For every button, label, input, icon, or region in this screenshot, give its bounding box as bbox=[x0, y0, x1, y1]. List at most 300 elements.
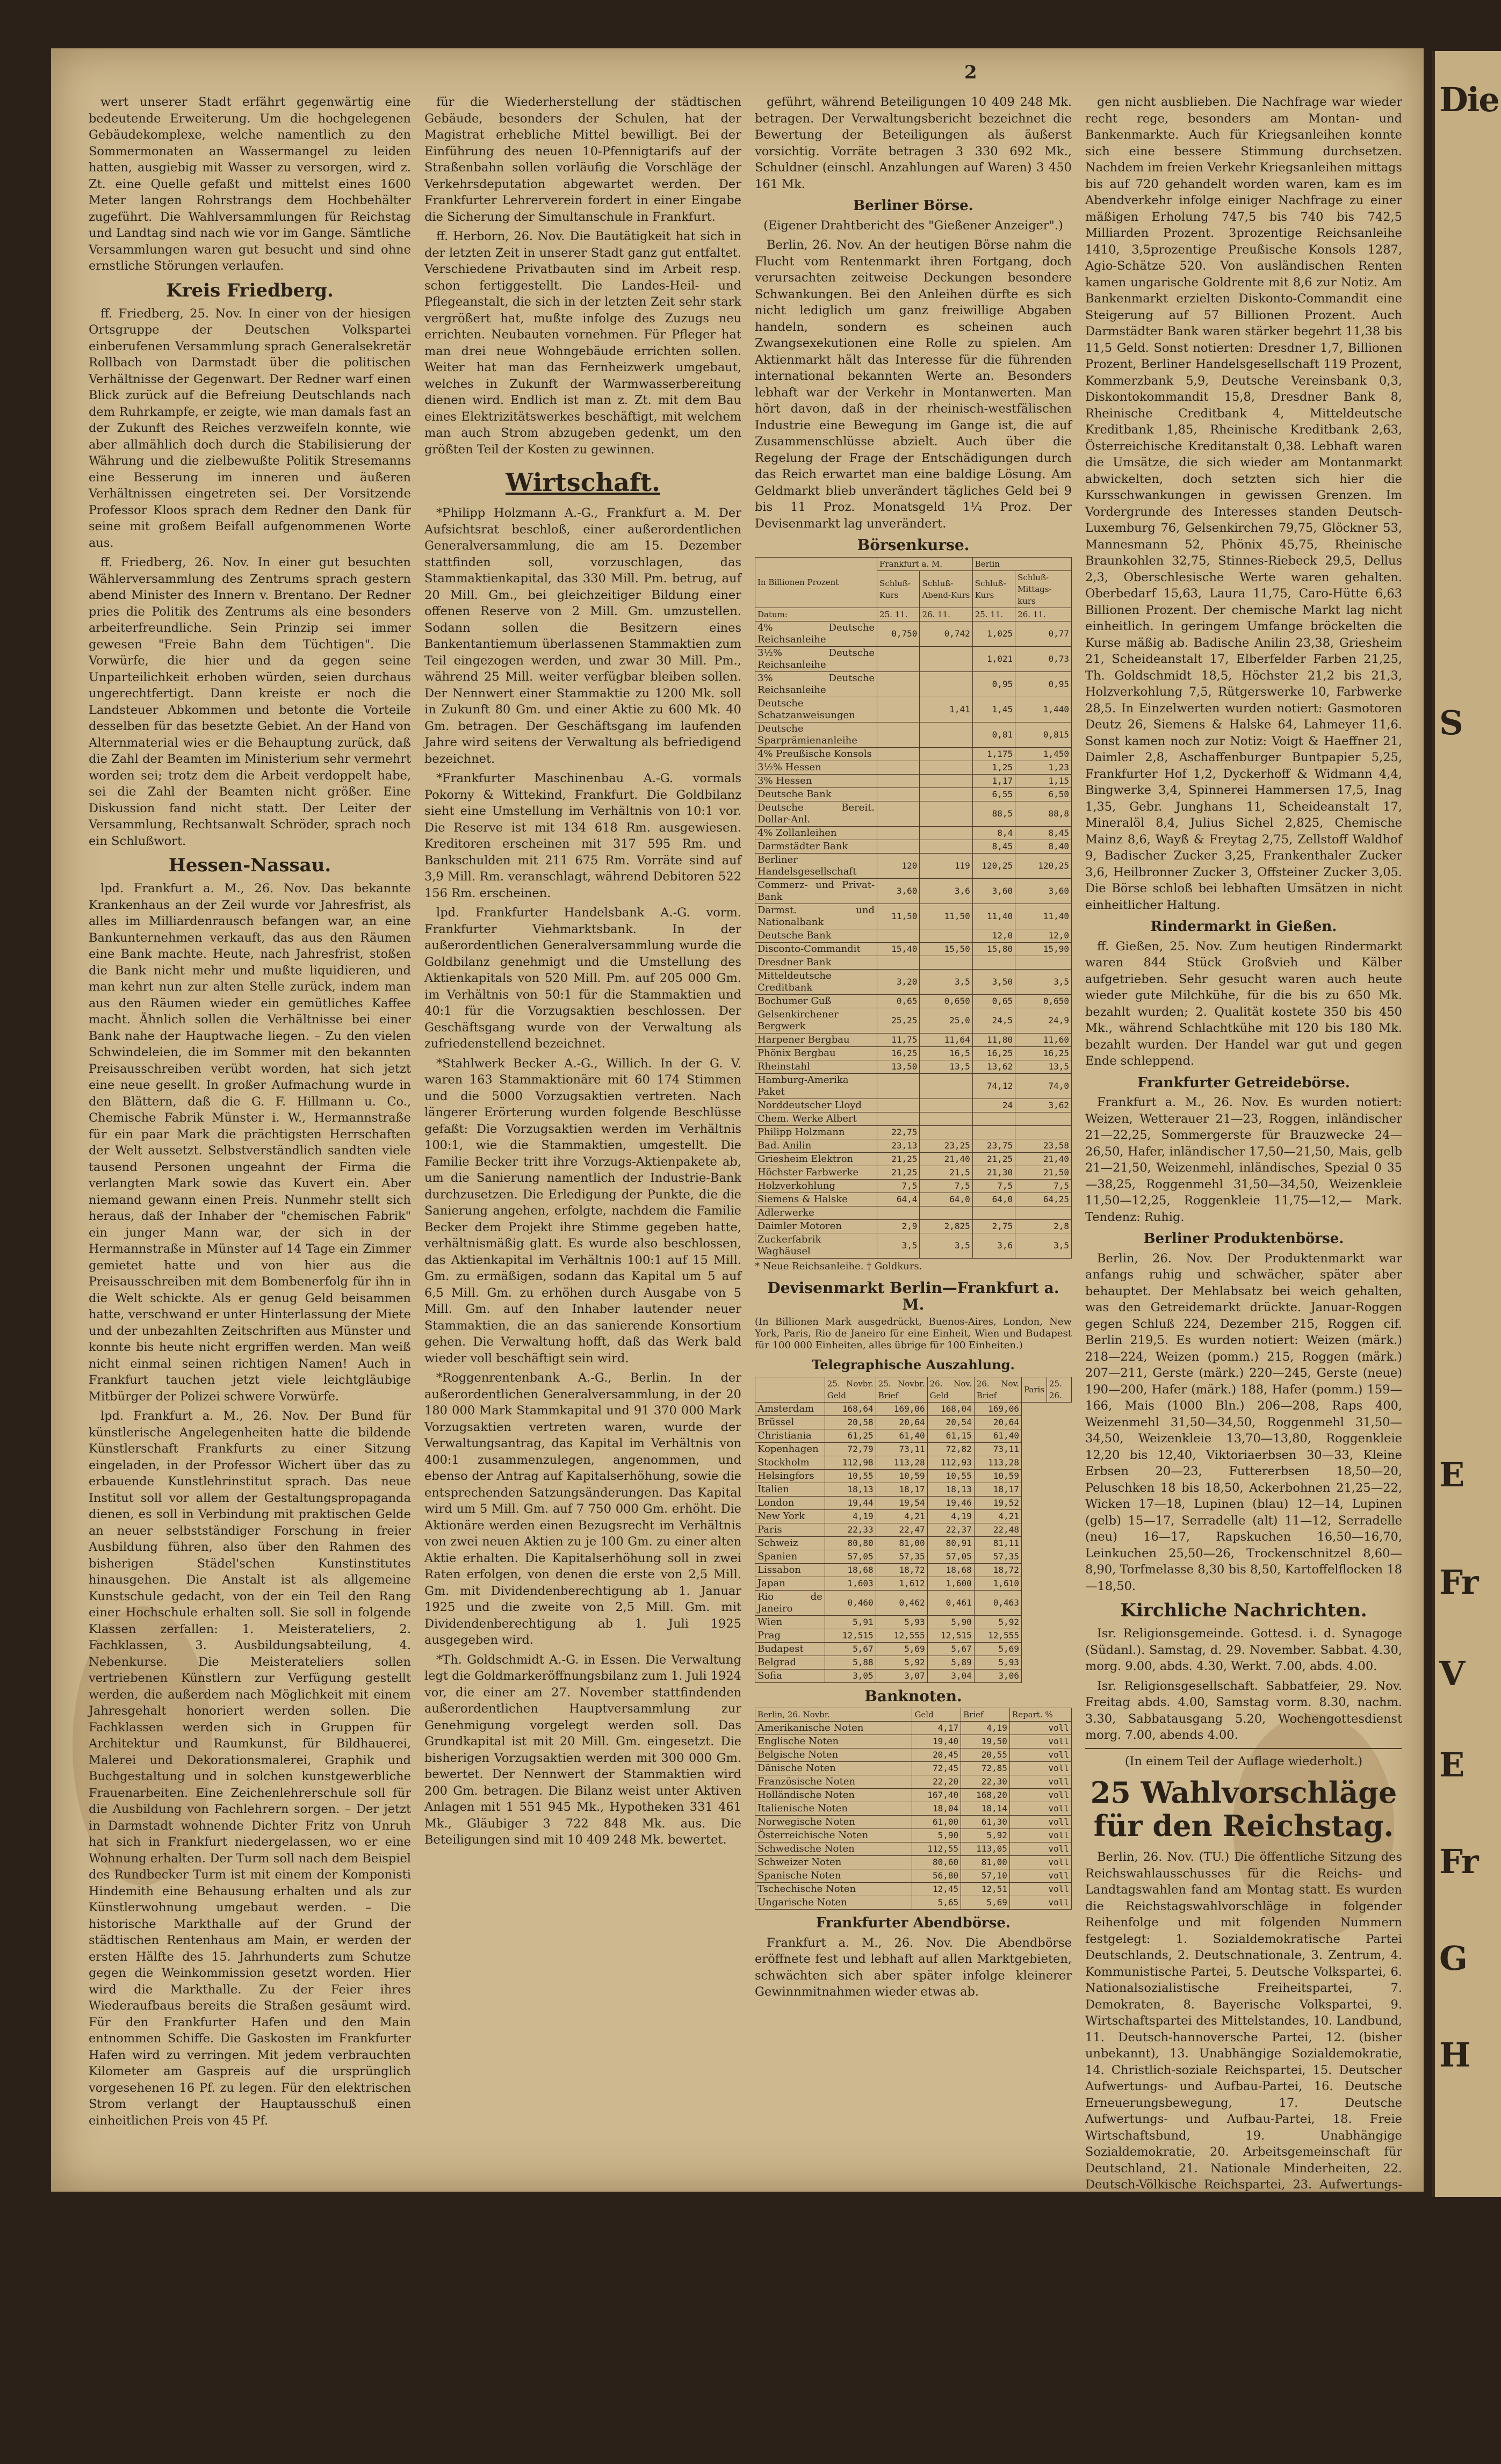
row-label: Bad. Anilin bbox=[755, 1139, 877, 1152]
table-cell: 13,5 bbox=[920, 1060, 972, 1073]
table-cell: 4,17 bbox=[912, 1722, 961, 1735]
table-cell: voll bbox=[1009, 1748, 1071, 1762]
note: (In einem Teil der Auflage wiederholt.) bbox=[1124, 1754, 1363, 1768]
advertisement-title: Große Freude herrscht im Hause bbox=[1085, 2250, 1402, 2320]
exchange-row bbox=[755, 1415, 1072, 1429]
exchange-row bbox=[755, 1577, 1072, 1590]
table-cell bbox=[877, 646, 920, 671]
table-cell: 22,37 bbox=[927, 1523, 974, 1536]
table-cell: 13,5 bbox=[1015, 1060, 1072, 1073]
exchange-row bbox=[755, 1429, 1072, 1442]
table-cell: 22,75 bbox=[877, 1125, 920, 1139]
adjacent-fragment: E bbox=[1439, 1745, 1464, 1784]
table-cell: 57,05 bbox=[825, 1550, 876, 1563]
article-paragraph: *Philipp Holzmann A.-G., Frankfurt a. M. Der Aufsichtsrat beschloß, einer außerordentlichen Generalversammlung, die am 15. Dezember stattfinden soll, vorzuschlagen, das Stammaktienkapital, das 330 Mill. Pm. betrug, auf 20 Mill. Gm., bei gleichzeitiger Bildung einer offenen Reserve von 2 Mill. Gm. umzustellen. Sodann sollen die Besitzern eines Bankentantiemum überlassenen Stammaktien zum Teil eingezogen werden, und zwar 30 Mill. Pm., während 25 Mill. weiter verfügbar bleiben sollen. Der Nennwert einer Stammaktie zu 1200 Mk. soll in Zukunft 80 Gm. und einer Aktie zu 600 Mk. 40 Gm. betragen. Der Geschäftsgang im laufenden Jahre wird seitens der Verwaltung als befriedigend bezeichnet. bbox=[424, 506, 741, 766]
table-cell: voll bbox=[1009, 1775, 1071, 1789]
stock-row bbox=[755, 774, 1072, 787]
row-label: Budapest bbox=[755, 1642, 825, 1656]
table-cell: 21,25 bbox=[972, 1152, 1015, 1166]
column-4 bbox=[1085, 94, 1402, 2462]
table-note: (In Billionen Mark ausgedrückt, Buenos-Aires, London, New York, Paris, Rio de Janeiro für eine Einheit, Wien und Budapest für 100 000 Einheiten, alles übrige für 100 Einheiten.) bbox=[755, 1316, 1072, 1351]
table-cell: 3,5 bbox=[920, 969, 972, 994]
column-header: 26. 11. bbox=[920, 608, 972, 621]
table-cell: 8,4 bbox=[972, 826, 1015, 840]
table-cell: 168,20 bbox=[961, 1789, 1010, 1802]
row-label: Deutsche Sparprämienanleihe bbox=[755, 722, 877, 747]
table-cell bbox=[920, 747, 972, 761]
table-cell: 8,45 bbox=[972, 840, 1015, 853]
article-paragraph: ff. Herborn, 26. Nov. Die Bautätigkeit hat sich in der letzten Zeit in unserer Stadt ganz gut entfaltet. Verschiedene Privatbauten sind im Arbeit resp. schon fertiggestellt. Die Landes-Heil- und Pflegeanstalt, die sich in der letzten Zeit sehr stark vergrößert hat, mußte infolge des Zuzugs neu errichten. Neubauten vornehmen. Für Pfleger hat man drei neue Wohngebäude errichten sollen. Weiter hat man das Fernheizwerk umgebaut, welches in Zukunft der Warmwasserbereitung dienen wird. Endlich ist man z. Zt. mit dem Bau eines Elektrizitätswerkes beschäftigt, mit welchem man auch Strom abzugeben gedenkt, um den größten Teil der Kosten zu gewinnen. bbox=[424, 229, 741, 457]
row-label: 3½% Deutsche Reichsanleihe bbox=[755, 646, 877, 671]
table-cell: 74,12 bbox=[972, 1073, 1015, 1099]
row-label: Stockholm bbox=[755, 1456, 825, 1469]
banknote-row bbox=[755, 1762, 1072, 1775]
table-cell: 18,68 bbox=[927, 1563, 974, 1577]
table-cell: 0,462 bbox=[876, 1590, 927, 1615]
banknote-row bbox=[755, 1856, 1072, 1869]
table-cell: 19,40 bbox=[912, 1735, 961, 1748]
table-cell: 21,50 bbox=[1015, 1166, 1072, 1179]
row-label: Disconto-Commandit bbox=[755, 942, 877, 956]
table-cell: 1,23 bbox=[1015, 761, 1072, 774]
table-title: Telegraphische Auszahlung. bbox=[812, 1357, 1015, 1372]
stock-row bbox=[755, 697, 1072, 722]
row-label: 4% Deutsche Reichsanleihe bbox=[755, 621, 877, 646]
row-label: Belgrad bbox=[755, 1656, 825, 1669]
section-heading: Berliner Produktenbörse. bbox=[1143, 1231, 1344, 1247]
table-cell: 5,90 bbox=[912, 1829, 961, 1842]
table-cell: 61,00 bbox=[912, 1816, 961, 1829]
table-cell: 1,450 bbox=[1015, 747, 1072, 761]
row-label: Christiania bbox=[755, 1429, 825, 1442]
row-label: Deutsche Bereit. Dollar-Anl. bbox=[755, 801, 877, 826]
table-cell: 7,5 bbox=[1015, 1179, 1072, 1193]
table-cell: 20,45 bbox=[912, 1748, 961, 1762]
column-header: 25. 11. bbox=[972, 608, 1015, 621]
table-cell bbox=[972, 1125, 1015, 1139]
row-label: Schweiz bbox=[755, 1536, 825, 1550]
column-header: Paris bbox=[1021, 1377, 1047, 1402]
table-cell: 15,40 bbox=[877, 942, 920, 956]
table-cell: 11,80 bbox=[972, 1033, 1015, 1046]
table-cell: 2,9 bbox=[877, 1219, 920, 1233]
exchange-row bbox=[755, 1523, 1072, 1536]
table-title: Börsenkurse. bbox=[857, 536, 970, 554]
adjacent-page-edge bbox=[1432, 51, 1501, 2197]
stock-row bbox=[755, 1139, 1072, 1152]
table-cell: 22,48 bbox=[974, 1523, 1021, 1536]
table-cell: 61,40 bbox=[974, 1429, 1021, 1442]
table-cell bbox=[920, 956, 972, 969]
table-cell: 57,10 bbox=[961, 1869, 1010, 1883]
column-header: Schluß-Abend-Kurs bbox=[920, 570, 972, 608]
table-cell bbox=[877, 747, 920, 761]
stock-row bbox=[755, 1152, 1072, 1166]
row-label: Schweizer Noten bbox=[755, 1856, 912, 1869]
stock-row bbox=[755, 671, 1072, 697]
row-label: Sofia bbox=[755, 1669, 825, 1682]
table-cell: 15,50 bbox=[920, 942, 972, 956]
stock-row bbox=[755, 1112, 1072, 1125]
row-label: Gelsenkirchener Bergwerk bbox=[755, 1008, 877, 1033]
table-cell: 4,21 bbox=[974, 1509, 1021, 1523]
table-cell: 73,11 bbox=[974, 1442, 1021, 1456]
table-cell: 113,05 bbox=[961, 1842, 1010, 1856]
banknote-row bbox=[755, 1896, 1072, 1910]
table-cell bbox=[877, 1206, 920, 1219]
table-cell: 113,28 bbox=[876, 1456, 927, 1469]
row-label: Daimler Motoren bbox=[755, 1219, 877, 1233]
banknotes-table bbox=[755, 1708, 1072, 1910]
row-label: Norddeutscher Lloyd bbox=[755, 1099, 877, 1112]
banknote-row bbox=[755, 1802, 1072, 1816]
table-cell bbox=[972, 1206, 1015, 1219]
row-label: Kopenhagen bbox=[755, 1442, 825, 1456]
table-cell: 0,81 bbox=[972, 722, 1015, 747]
table-cell: 3,5 bbox=[1015, 969, 1072, 994]
table-cell: 3,60 bbox=[1015, 878, 1072, 904]
section-heading: Kreis Friedberg. bbox=[166, 279, 334, 301]
table-cell bbox=[877, 697, 920, 722]
exchange-row bbox=[755, 1442, 1072, 1456]
row-label: 3% Hessen bbox=[755, 774, 877, 787]
table-cell: 5,89 bbox=[927, 1656, 974, 1669]
table-cell: 5,92 bbox=[961, 1829, 1010, 1842]
page-number: 2 bbox=[964, 62, 977, 83]
table-cell: 72,79 bbox=[825, 1442, 876, 1456]
table-cell: 0,815 bbox=[1015, 722, 1072, 747]
stock-row bbox=[755, 1099, 1072, 1112]
table-cell: 10,59 bbox=[974, 1469, 1021, 1483]
table-cell: 12,515 bbox=[927, 1629, 974, 1642]
table-cell: 11,40 bbox=[972, 904, 1015, 929]
divider bbox=[1085, 1748, 1402, 1749]
table-cell: 7,5 bbox=[877, 1179, 920, 1193]
table-cell: 20,64 bbox=[876, 1415, 927, 1429]
table-cell: 1,603 bbox=[825, 1577, 876, 1590]
exchange-rates-table bbox=[755, 1377, 1072, 1683]
row-label: Adlerwerke bbox=[755, 1206, 877, 1219]
table-cell: voll bbox=[1009, 1869, 1071, 1883]
table-cell: 5,92 bbox=[876, 1656, 927, 1669]
adjacent-fragment: Die bbox=[1439, 80, 1499, 119]
column-header: Berlin bbox=[972, 557, 1071, 570]
row-label: Griesheim Elektron bbox=[755, 1152, 877, 1166]
table-cell: 61,30 bbox=[961, 1816, 1010, 1829]
table-cell: 0,95 bbox=[972, 671, 1015, 697]
table-cell bbox=[920, 1099, 972, 1112]
table-cell: 3,60 bbox=[972, 878, 1015, 904]
exchange-row bbox=[755, 1656, 1072, 1669]
column-3 bbox=[755, 94, 1072, 2100]
row-label: Belgische Noten bbox=[755, 1748, 912, 1762]
row-label: Französische Noten bbox=[755, 1775, 912, 1789]
stock-row bbox=[755, 904, 1072, 929]
table-cell bbox=[920, 1206, 972, 1219]
headline: 25 Wahlvorschläge für den Reichstag. bbox=[1090, 1775, 1397, 1843]
row-label: Paris bbox=[755, 1523, 825, 1536]
banknote-row bbox=[755, 1748, 1072, 1762]
table-cell: 0,463 bbox=[974, 1590, 1021, 1615]
adjacent-fragment: S bbox=[1439, 703, 1462, 742]
column-header bbox=[755, 1377, 825, 1402]
table-cell bbox=[920, 1125, 972, 1139]
row-label: Holzverkohlung bbox=[755, 1179, 877, 1193]
table-cell: 23,58 bbox=[1015, 1139, 1072, 1152]
section-heading: Hessen-Nassau. bbox=[168, 855, 331, 876]
table-cell: 57,35 bbox=[974, 1550, 1021, 1563]
table-cell: 18,68 bbox=[825, 1563, 876, 1577]
table-cell: 0,95 bbox=[1015, 671, 1072, 697]
adjacent-fragment: G bbox=[1439, 1939, 1467, 1978]
column-1 bbox=[89, 94, 411, 2128]
article-paragraph: Berlin, 26. Nov. An der heutigen Börse nahm die Flucht vom Rentenmarkt ihren Fortgang, doch verursachten zeitweise Deckungen besondere Schwankungen. Bei den Anleihen dürfte es sich nicht lediglich um ganz freiwillige Abgaben handeln, sondern es scheinen auch Zwangsexekutionen eine Rolle zu spielen. Am Aktienmarkt hält das Interesse für die führenden international bekannten Werte an. Besonders lebhaft war der Verkehr in Montanwerten. Man hört davon, daß in der rheinisch-westfälischen Industrie eine Bewegung im Gange ist, die auf Zusammenschlüsse abzielt. Auch über die Regelung der Frage der Entschädigungen durch das Reich erwartet man eine baldige Lösung. Am Geldmarkt blieb unverändert tägliches Geld bei 9 bis 11 Proz. Monatsgeld 1¼ Proz. Der Devisenmarkt lag unverändert. bbox=[755, 238, 1072, 531]
table-cell: voll bbox=[1009, 1789, 1071, 1802]
row-label: Englische Noten bbox=[755, 1735, 912, 1748]
table-cell: 167,40 bbox=[912, 1789, 961, 1802]
table-cell: 23,75 bbox=[972, 1139, 1015, 1152]
exchange-row bbox=[755, 1469, 1072, 1483]
table-cell: 81,00 bbox=[961, 1856, 1010, 1869]
row-label: Zuckerfabrik Waghäusel bbox=[755, 1233, 877, 1258]
stock-row bbox=[755, 1233, 1072, 1258]
adjacent-fragment: V bbox=[1439, 1654, 1464, 1693]
table-cell bbox=[877, 671, 920, 697]
table-cell: 81,00 bbox=[876, 1536, 927, 1550]
table-cell: 20,55 bbox=[961, 1748, 1010, 1762]
section-heading: Berliner Börse. bbox=[853, 198, 973, 214]
section-heading: Frankfurter Abendbörse. bbox=[816, 1915, 1011, 1931]
row-label: Tschechische Noten bbox=[755, 1883, 912, 1896]
table-cell: 64,25 bbox=[1015, 1193, 1072, 1206]
table-cell: 12,0 bbox=[972, 929, 1015, 942]
stock-row bbox=[755, 853, 1072, 878]
exchange-row bbox=[755, 1590, 1072, 1615]
exchange-row bbox=[755, 1483, 1072, 1496]
table-cell: 7,5 bbox=[972, 1179, 1015, 1193]
banknote-row bbox=[755, 1842, 1072, 1856]
table-cell: 13,62 bbox=[972, 1060, 1015, 1073]
stock-row bbox=[755, 1008, 1072, 1033]
table-title: Devisenmarkt Berlin—Frankfurt a. M. bbox=[767, 1279, 1059, 1313]
table-cell: 18,17 bbox=[876, 1483, 927, 1496]
table-cell: 15,90 bbox=[1015, 942, 1072, 956]
table-cell bbox=[920, 774, 972, 787]
exchange-row bbox=[755, 1550, 1072, 1563]
table-cell: 12,515 bbox=[825, 1629, 876, 1642]
table-cell bbox=[877, 1112, 920, 1125]
article-paragraph: ff. Friedberg, 25. Nov. In einer von der hiesigen Ortsgruppe der Deutschen Volkspartei einberufenen Versammlung sprach Generalsekretär Rollbach von Darmstadt über die politischen Verhältnisse der Gegenwart. Der Redner warf einen Blick zurück auf die Befreiung Deutschlands nach dem Ruhrkampfe, er zeigte, wie man damals fast an der Zukunft des Reiches verzweifeln konnte, wie aber allmählich doch durch die Stabilisierung der Währung und die zielbewußte Politik Stresemanns eine Besserung im inneren und äußeren Verhältnissen eingetreten sei. Der Vorsitzende Professor Kloos sprach dem Redner den Dank für seine mit großem Beifall aufgenommenen Worte aus. bbox=[89, 306, 411, 550]
table-cell bbox=[1015, 1112, 1072, 1125]
exchange-row bbox=[755, 1456, 1072, 1469]
table-cell: voll bbox=[1009, 1856, 1071, 1869]
table-cell bbox=[920, 840, 972, 853]
article-paragraph: Isr. Religionsgesellschaft. Sabbatfeier, 29. Nov. Freitag abds. 4.00, Samstag vorm. 8.30, nachm. 3.30, Sabbatausgang 5.20, Wochengottesdienst morg. 7.00, abends 4.00. bbox=[1085, 1679, 1402, 1742]
table-title: Banknoten. bbox=[864, 1687, 962, 1705]
table-cell: 20,54 bbox=[927, 1415, 974, 1429]
row-label: Prag bbox=[755, 1629, 825, 1642]
table-cell: 19,52 bbox=[974, 1496, 1021, 1509]
table-cell: 80,60 bbox=[912, 1856, 961, 1869]
table-cell: 11,40 bbox=[1015, 904, 1072, 929]
column-header: Schluß-Mittags-kurs bbox=[1015, 570, 1072, 608]
row-label: Bochumer Guß bbox=[755, 994, 877, 1008]
article-paragraph: lpd. Frankfurter Handelsbank A.-G. vorm. Frankfurter Viehmarktsbank. In der außerordentlichen Generalversammlung wurde die Goldbilanz genehmigt und die Umstellung des Aktienkapitals von 520 Mill. Pm. auf 205 000 Gm. im Verhältnis von 50:1 für die Stammaktien und 40:1 für die Vorzugsaktien beschlossen. Der Geschäftsgang wurde von der Verwaltung als zufriedenstellend bezeichnet. bbox=[424, 906, 741, 1051]
table-cell: 12,555 bbox=[876, 1629, 927, 1642]
table-cell: 5,67 bbox=[825, 1642, 876, 1656]
table-cell: 5,92 bbox=[974, 1615, 1021, 1629]
row-label: New York bbox=[755, 1509, 825, 1523]
table-cell: 73,11 bbox=[876, 1442, 927, 1456]
adjacent-fragment: H bbox=[1439, 2035, 1470, 2075]
table-cell: 64,0 bbox=[920, 1193, 972, 1206]
stock-row bbox=[755, 646, 1072, 671]
banknote-row bbox=[755, 1869, 1072, 1883]
article-paragraph: *Stahlwerk Becker A.-G., Willich. In der G. V. waren 163 Stammaktionäre mit 60 174 Stimmen und die 5000 Vorzugsaktien vertreten. Nach längerer Erörterung wurden folgende Beschlüsse gefaßt: Die Vorzugsaktien werden im Verhältnis 100:1, wie die Stammaktien, umgestellt. Die Familie Becker tritt ihre Vorzugs-Aktienpakete ab, um die Sanierung namentlich der Industrie-Bank durchzusetzen. Die Erledigung der Punkte, die die Sanierung angehen, erfolgte, nachdem die Familie Becker dem Projekt ihre Stimme gegeben hatte, verhältnismäßig glatt. Es wurde also beschlossen, das Aktienkapital im Verhältnis 100:1 auf 15 Mill. Gm. zu ermäßigen, sodann das Kapital um 5 auf 6,5 Mill. Gm. zu erhöhen durch Ausgabe von 5 Mill. Gm. auf den Inhaber lautender neuer Stammaktien, die an das sanierende Konsortium gehen. Die Verwaltung hofft, daß das Werk bald wieder voll beschäftigt sein wird. bbox=[424, 1056, 741, 1365]
banknote-row bbox=[755, 1816, 1072, 1829]
stock-row bbox=[755, 1206, 1072, 1219]
column-header: 26. Nov. Geld bbox=[927, 1377, 974, 1402]
row-label: Brüssel bbox=[755, 1415, 825, 1429]
table-cell: 120,25 bbox=[1015, 853, 1072, 878]
column-header: Brief bbox=[961, 1708, 1010, 1722]
table-cell: 20,64 bbox=[974, 1415, 1021, 1429]
table-cell: 3,20 bbox=[877, 969, 920, 994]
table-cell: voll bbox=[1009, 1802, 1071, 1816]
stock-quotes-table bbox=[755, 557, 1072, 1259]
table-cell: voll bbox=[1009, 1762, 1071, 1775]
stock-row bbox=[755, 722, 1072, 747]
row-label: Höchster Farbwerke bbox=[755, 1166, 877, 1179]
table-cell: 18,14 bbox=[961, 1802, 1010, 1816]
table-cell: 19,54 bbox=[876, 1496, 927, 1509]
row-label: Hamburg-Amerika Paket bbox=[755, 1073, 877, 1099]
stock-row bbox=[755, 969, 1072, 994]
table-cell: 1,41 bbox=[920, 697, 972, 722]
row-label: 3½% Hessen bbox=[755, 761, 877, 774]
table-cell: 6,55 bbox=[972, 787, 1015, 801]
table-cell bbox=[920, 1073, 972, 1099]
table-cell bbox=[877, 826, 920, 840]
article-paragraph: ff. Friedberg, 26. Nov. In einer gut besuchten Wählerversammlung des Zentrums sprach gestern abend Minister des Innern v. Brentano. Der Redner pries die Politik des Zentrums als eine besonders arbeiterfreundliche. Sein Prinzip sei immer gewesen "Freie Bahn dem Tüchtigen". Die Vorwürfe, die hier und da gegen seine Unparteilichkeit erhoben würden, seien durchaus ungerechtfertigt. Dann kreiste er noch die Landsteuer Abkommen und betonte die Vorteile desselben für das besetzte Gebiet. An der Hand von Alternmaterial wies er die Behauptung zurück, daß die Zahl der Beamten im Ministerium sehr vermehrt worden sei; trotz dem die Arbeit verdoppelt habe, sei die Zahl der Beamten nicht größer. Eine Diskussion fand nicht statt. Der Leiter der Versammlung, Rechtsanwalt Schröder, sprach noch ein Schlußwort. bbox=[89, 555, 411, 848]
table-cell: 18,13 bbox=[825, 1483, 876, 1496]
row-label: 4% Preußische Konsols bbox=[755, 747, 877, 761]
table-cell: 81,11 bbox=[974, 1536, 1021, 1550]
row-label: Japan bbox=[755, 1577, 825, 1590]
table-cell: 3,60 bbox=[877, 878, 920, 904]
table-cell: 13,50 bbox=[877, 1060, 920, 1073]
table-cell: 11,50 bbox=[877, 904, 920, 929]
table-cell: 3,5 bbox=[1015, 1233, 1072, 1258]
column-header: Schluß-Kurs bbox=[972, 570, 1015, 608]
table-cell: 61,40 bbox=[876, 1429, 927, 1442]
table-cell: 12,45 bbox=[912, 1883, 961, 1896]
table-cell: 1,440 bbox=[1015, 697, 1072, 722]
row-label: Deutsche Bank bbox=[755, 787, 877, 801]
table-cell bbox=[920, 761, 972, 774]
stock-row bbox=[755, 1166, 1072, 1179]
table-cell: 72,82 bbox=[927, 1442, 974, 1456]
table-cell: 0,650 bbox=[1015, 994, 1072, 1008]
section-heading: Frankfurter Getreidebörse. bbox=[1137, 1074, 1350, 1091]
table-cell: 24 bbox=[972, 1099, 1015, 1112]
stock-row bbox=[755, 929, 1072, 942]
table-cell: 5,88 bbox=[825, 1656, 876, 1669]
table-cell bbox=[877, 1073, 920, 1099]
stock-row bbox=[755, 878, 1072, 904]
table-cell: 22,47 bbox=[876, 1523, 927, 1536]
exchange-row bbox=[755, 1536, 1072, 1550]
table-cell bbox=[920, 1112, 972, 1125]
table-cell bbox=[877, 956, 920, 969]
stock-row bbox=[755, 1060, 1072, 1073]
table-cell: 2,825 bbox=[920, 1219, 972, 1233]
row-label: Schwedische Noten bbox=[755, 1842, 912, 1856]
row-label: Holländische Noten bbox=[755, 1789, 912, 1802]
article-paragraph: ff. Gießen, 25. Nov. Zum heutigen Rindermarkt waren 844 Stück Großvieh und Kälber aufgetrieben. Sehr gesucht waren auch heute wieder gute Milchkühe, für die bis zu 650 Mk. bezahlt wurden; 2. Qualität kostete 350 bis 450 Mk., während Schlachtkühe mit 120 bis 180 Mk. bezahlt wurden. Der Handel war gut und gegen Ende schleppend. bbox=[1085, 939, 1402, 1068]
table-cell: 112,98 bbox=[825, 1456, 876, 1469]
table-cell: 1,45 bbox=[972, 697, 1015, 722]
table-cell: 18,04 bbox=[912, 1802, 961, 1816]
table-cell: voll bbox=[1009, 1722, 1071, 1735]
table-cell: 0,77 bbox=[1015, 621, 1072, 646]
table-cell: 11,50 bbox=[920, 904, 972, 929]
exchange-row bbox=[755, 1563, 1072, 1577]
table-cell: 5,90 bbox=[927, 1615, 974, 1629]
row-label: Ungarische Noten bbox=[755, 1896, 912, 1910]
table-cell: voll bbox=[1009, 1842, 1071, 1856]
table-cell: 1,175 bbox=[972, 747, 1015, 761]
stock-row bbox=[755, 787, 1072, 801]
table-cell: 88,8 bbox=[1015, 801, 1072, 826]
stock-row bbox=[755, 826, 1072, 840]
table-cell: 4,19 bbox=[825, 1509, 876, 1523]
table-cell: 18,72 bbox=[974, 1563, 1021, 1577]
table-caption: In Billionen Prozent bbox=[755, 557, 877, 608]
table-cell bbox=[877, 840, 920, 853]
table-cell: 18,72 bbox=[876, 1563, 927, 1577]
table-cell: 0,650 bbox=[920, 994, 972, 1008]
stock-row bbox=[755, 1046, 1072, 1060]
exchange-row bbox=[755, 1402, 1072, 1415]
column-header: Berlin, 26. Novbr. bbox=[755, 1708, 912, 1722]
table-cell: 3,50 bbox=[972, 969, 1015, 994]
table-cell bbox=[920, 929, 972, 942]
stock-row bbox=[755, 1033, 1072, 1046]
exchange-row bbox=[755, 1496, 1072, 1509]
table-cell: 4,19 bbox=[927, 1509, 974, 1523]
table-cell: 10,55 bbox=[927, 1469, 974, 1483]
article-paragraph: lpd. Frankfurt a. M., 26. Nov. Der Bund für künstlerische Angelegenheiten hatte die bildende Künstlerschaft Frankfurts zu einer Sitzung eingeladen, in der Professor Wichert über das zu erbauende Kunstlehrinstitut sprach. Das neue Institut soll vor allem der Gestaltungspropaganda dienen, es soll in Verbindung mit praktischen Gelde an neuer selbstständiger Forschung in freier Ausbildung führen, also über den Rahmen des bisherigen Städel'schen Kunstinstitutes hinausgehen. Die Anstalt ist als allgemeine Kunstschule gedacht, von der ein Teil den Rang einer Hochschule erhalten soll. Sie soll in folgende Klassen zerfallen: 1. Meisterateliers, 2. Fachklassen, 3. Ausbildungsabteilung, 4. Nebenkurse. Die Meisterateliers sollen vertriebenen Künstlern zur Verfügung gestellt werden, die außerdem nach Möglichkeit mit einem Jahresgehalt honoriert werden sollen. Die Fachklassen werden sich in Gruppen für Architektur und Raumkunst, für Bildhauerei, Malerei und Dekorationsmalerei, Graphik und Buchgestaltung und in solchen kunstgewerbliche Frauenarbeiten. Eine Zeichenlehrerschule soll für die Ausbildung von Fachlehrern sorgen. – Der jetzt in Darmstadt wohnende Dichter Fritz von Unruh hat sich in Frankfurt niedergelassen, wo er eine Wohnung erhalten. Der Turm soll nach dem Beispiel des Rundbecker Turm ist mit einem der Komponisti Hindemith eine Behausung erhalten und als zur Künstlerwohnung umgebaut werden. – Die historische Markthalle auf der Grund der städtischen Rentenhaus am Main, er werden der ersten Hälfte des 15. Jahrhunderts zum Schutze gegen die Weinkommission gesetzt worden. Hier wird die Markthalle. Zu der Feier ihres Wiederaufbaus bereits die Straßen gesäumt wird. Für den Frankfurter Hafen und den Main entnommen Schiffe. Die Gaskosten im Frankfurter Hafen wird zu verringen. Mit jedem verbrauchten Kilometer am Gaspreis auf die ursprünglich vorgesehenen 16 Pf. zu legen. Für den elektrischen Strom verlangt der Hauptausschuß einen einheitlichen Preis von 45 Pf. bbox=[89, 1409, 411, 2128]
table-cell: 12,555 bbox=[974, 1629, 1021, 1642]
table-cell: 23,25 bbox=[920, 1139, 972, 1152]
table-cell bbox=[1015, 956, 1072, 969]
table-cell: 5,67 bbox=[927, 1642, 974, 1656]
table-cell: 10,55 bbox=[825, 1469, 876, 1483]
article-paragraph: gen nicht ausblieben. Die Nachfrage war wieder recht rege, besonders am Montan- und Bankenmarkte. Auch für Kriegsanleihen konnte sich eine bessere Stimmung durchsetzen. Nachdem im freien Verkehr Kriegsanleihen mittags bis auf 720 gehandelt worden waren, kam es im Abendverkehr infolge einiger Nachfrage zu einer mäßigen Erholung 747,5 bis 740 bis 742,5 Milliarden Prozent. 3prozentige Reichsanleihe 1410, 3,5prozentige Preußische Konsols 1287, Agio-Schätze 520. Von ausländischen Renten kamen ungarische Goldrente mit 8,6 zur Notiz. Am Bankenmarkt erzielten Diskonto-Commandit eine Steigerung auf 57 Billionen Prozent. Auch Darmstädter Bank waren stärker begehrt 11,38 bis 11,5 Geld. Sonst notierten: Dresdner 1,7, Billionen Prozent, Berliner Handelsgesellschaft 119 Prozent, Kommerzbank 5,9, Deutsche Vereinsbank 0,3, Diskontokommandit 15,8, Dresdner Bank 8, Rheinische Creditbank 4, Mitteldeutsche Kreditbank 1,85, Rheinische Kreditbank 2,63, Österreichische Kreditanstalt 0,38. Lebhaft waren die Umsätze, die sich wieder am Montanmarkt abwickelten, doch setzten sich hier die Kursschwankungen in gewissen Grenzen. Im Vordergrunde des Interesses standen Deutsch-Luxemburg 76, Gelsenkirchen 79,75, Glöckner 53, Mannesmann 52, Phönix 45,75, Rheinische Braunkohlen 32,75, Stinnes-Riebeck 29,5, Dellus 2,3, Oberschlesische Werte waren gehalten. Oberbedarf 15,63, Laura 11,75, Caro-Hütte 6,63 Billionen Prozent. Der chemische Markt lag nicht einheitlich. In geringem Umfange bröckelten die Kurse mäßig ab. Badische Anilin 23,38, Griesheim 21, Scheideanstalt 17, Elberfelder Farben 21,25, Th. Goldschmidt 18,5, Höchster 21,2 bis 21,3, Holzverkohlung 7,5, Rütgerswerke 10, Farbwerke 28,5. In Einzelwerten wurden notiert: Gasmotoren Deutz 26, Siemens & Halske 64, Lahmeyer 11,6. Sonst kamen noch zur Notiz: Voigt & Haeffner 21, Daimler 2,8, Aschaffenburger Buntpapier 5,25, Frankfurter Hof 1,2, Dyckerhoff & Widmann 4,4, Bingwerke 3,4, Spinnerei Hammersen 17,5, Inag 1,35, Gebr. Junghans 11, Scheideanstalt 17, Mineralöl 8,4, Julius Sichel 2,825, Chemische Mainz 8,6, Wayß & Freytag 2,75, Zellstoff Waldhof 9, Badischer Zucker 3,25, Frankenthaler Zucker 3,6, Heilbronner Zucker 3, Offsteiner Zucker 3,05. Die Börse schloß bei lebhaften Umsätzen in nicht einheitlicher Haltung. bbox=[1085, 95, 1402, 912]
table-cell: 169,06 bbox=[876, 1402, 927, 1415]
row-label: 4% Zollanleihen bbox=[755, 826, 877, 840]
stock-row bbox=[755, 840, 1072, 853]
article-paragraph: Berlin, 26. Nov. (TU.) Die öffentliche Sitzung des Reichswahlausschusses für die Reichs- und Landtagswahlen fand am Montag statt. Es wurden die Reichstagswahlvorschläge in folgender Reihenfolge und mit folgenden Nummern festgelegt: 1. Sozialdemokratische Partei Deutschlands, 2. Deutschnationale, 3. Zentrum, 4. Kommunistische Partei, 5. Deutsche Volkspartei, 6. Nationalsozialistische Freiheitspartei, 7. Demokraten, 8. Bayerische Volkspartei, 9. Wirtschaftspartei des Mittelstandes, 10. Landbund, 11. Deutsch-hannoversche Partei, 12. (bisher unbekannt), 13. Unabhängige Sozialdemokratie, 14. Christlich-soziale Reichspartei, 15. Deutscher Aufwertungs- und Aufbau-Partei, 16. Deutsche Erneuerungsbewegung, 17. Deutsche Aufwertungs- und Aufbau-Partei, 18. Freie Wirtschaftsbund, 19. Unabhängige Sozialdemokratie, 20. Arbeitsgemeinschaft für Deutschland, 21. Nationale Minderheiten, 22. Deutsch-Völkische Reichspartei, 23. Aufwertungs- und Aufbaupartei, 24. Mieterpartei Deutschlands, 25. Partei für Volkswohlfahrt (Mieterschutz und Bodenrecht). bbox=[1085, 1850, 1402, 2241]
row-label: 3% Deutsche Reichsanleihe bbox=[755, 671, 877, 697]
table-cell: 112,55 bbox=[912, 1842, 961, 1856]
stock-row bbox=[755, 994, 1072, 1008]
banknote-row bbox=[755, 1735, 1072, 1748]
row-label: Mitteldeutsche Creditbank bbox=[755, 969, 877, 994]
exchange-row bbox=[755, 1509, 1072, 1523]
table-cell: 3,05 bbox=[825, 1669, 876, 1682]
